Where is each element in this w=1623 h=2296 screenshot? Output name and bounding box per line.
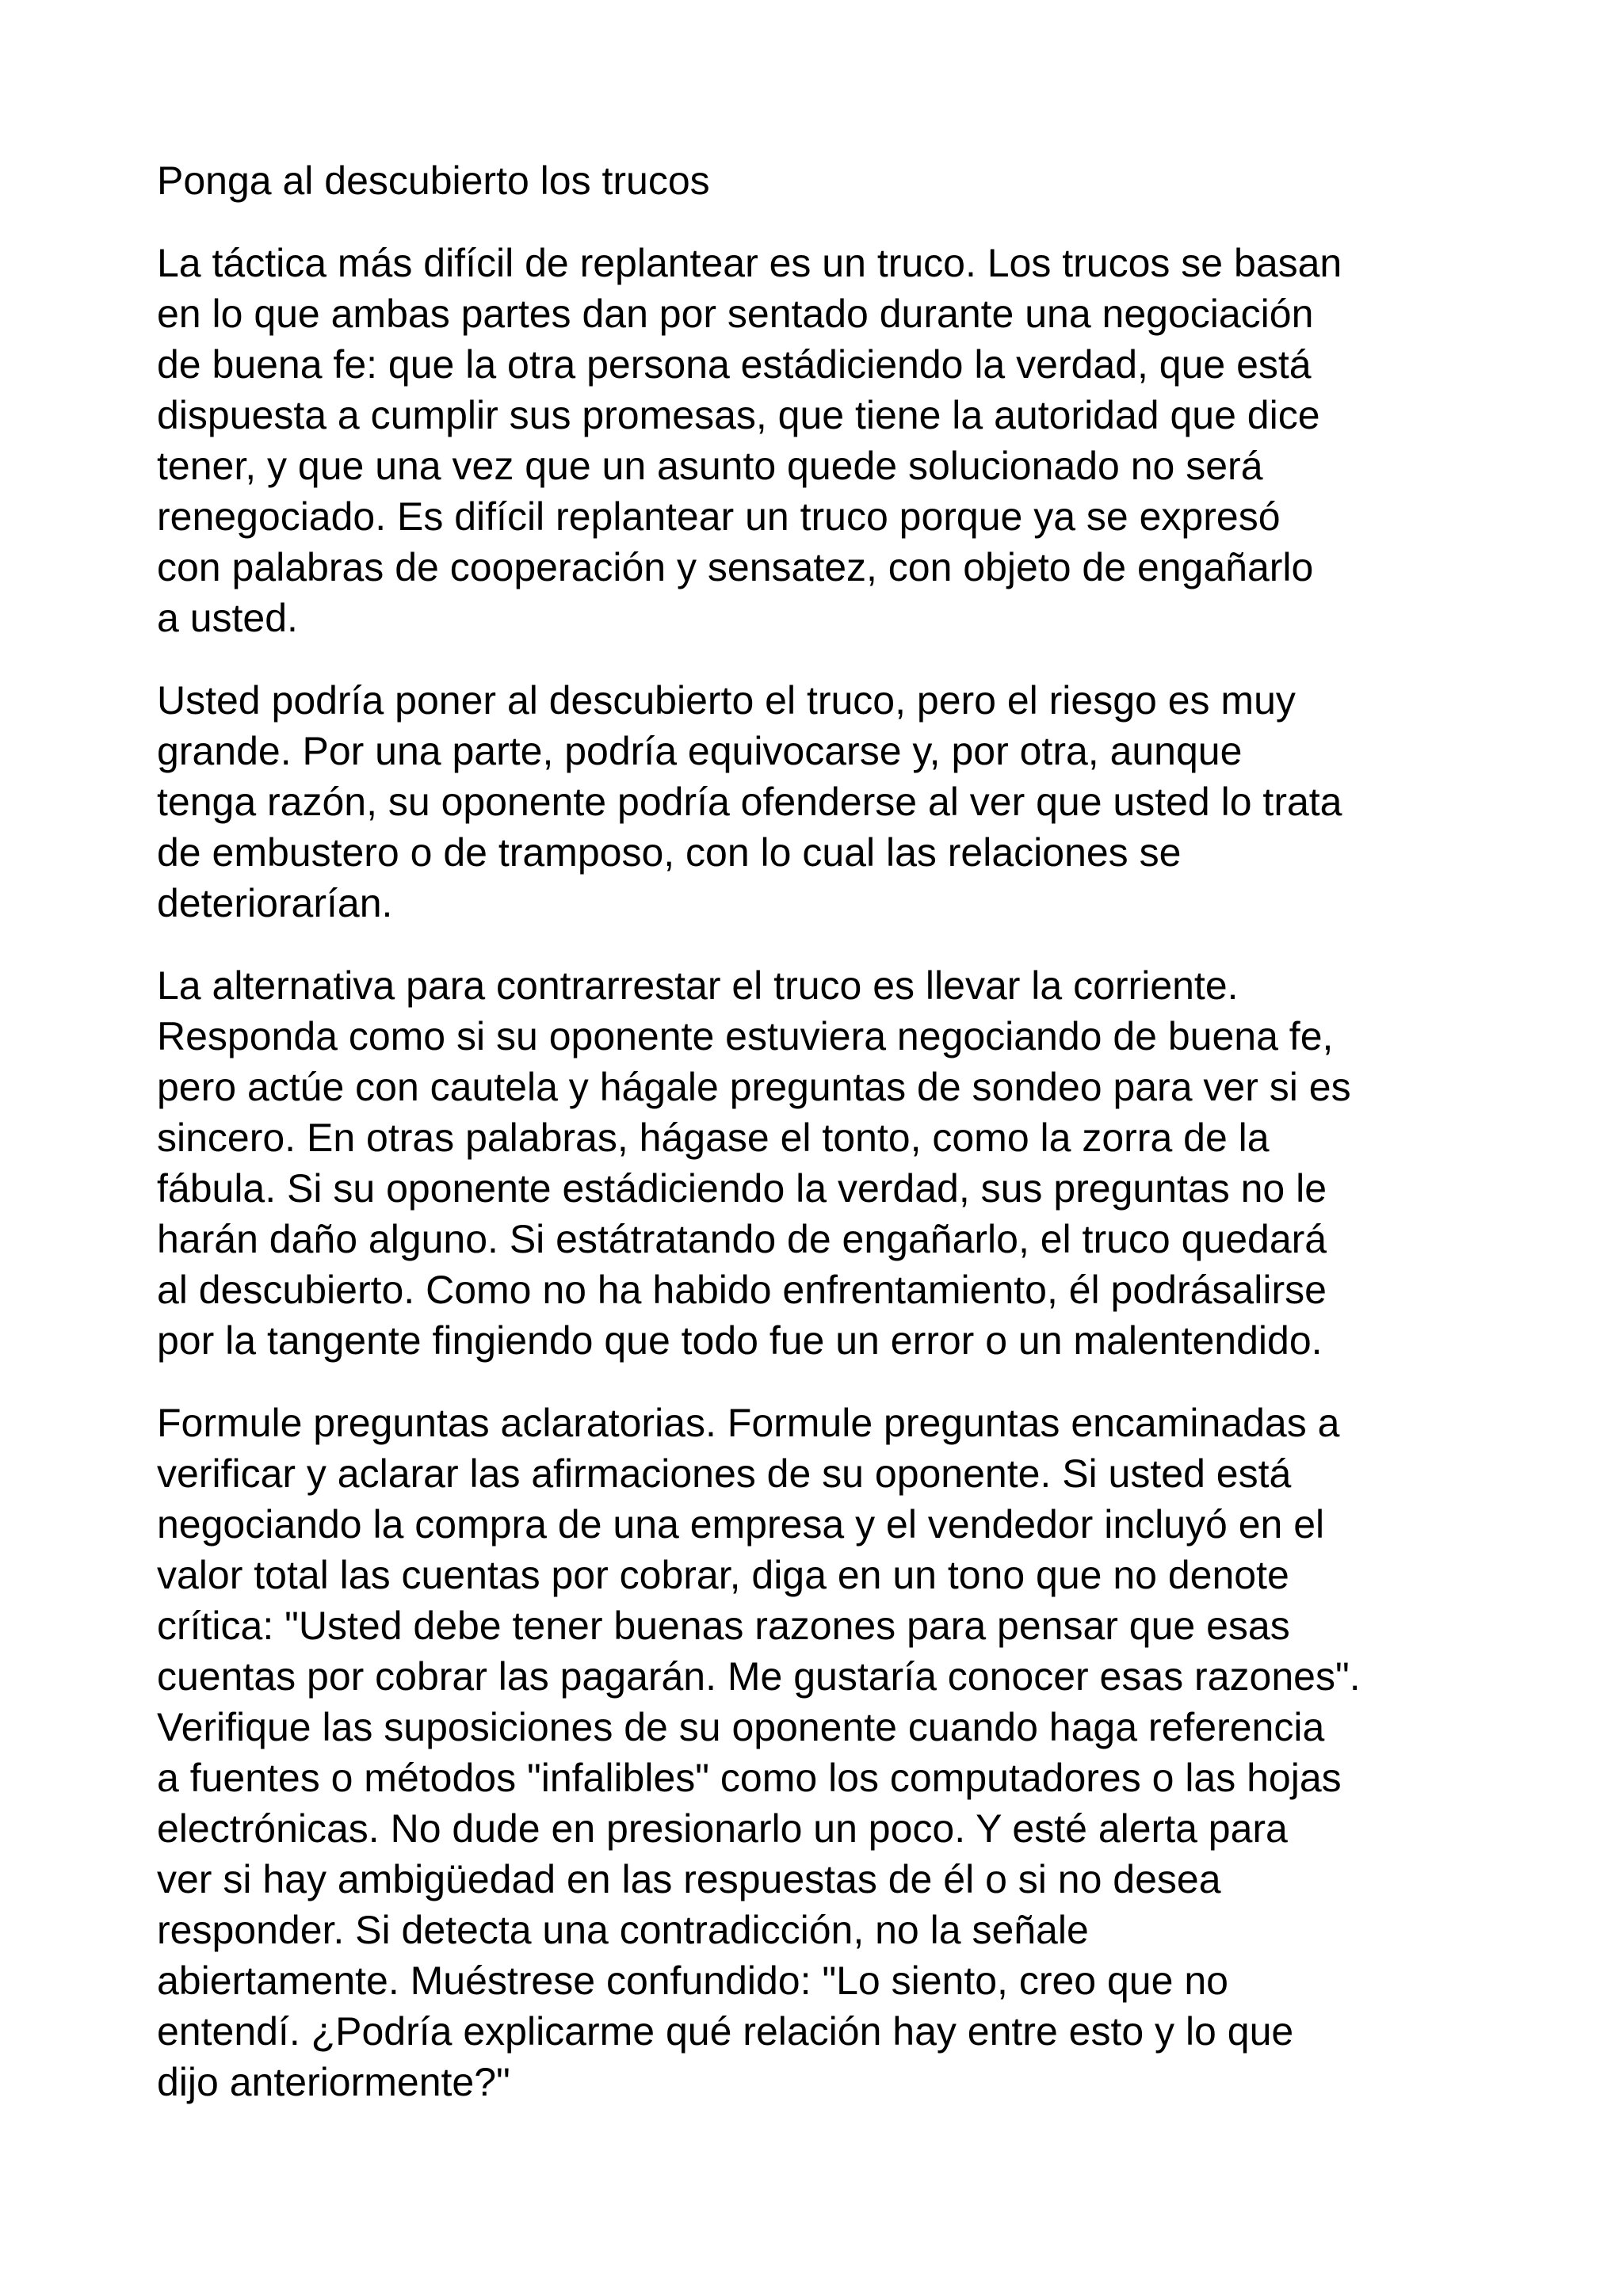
text-line: verificar y aclarar las afirmaciones de su oponente. Si usted está xyxy=(157,1451,1292,1496)
text-line: al descubierto. Como no ha habido enfrentamiento, él podrásalirse xyxy=(157,1268,1327,1312)
text-line: a fuentes o métodos "infalibles" como los computadores o las hojas xyxy=(157,1756,1342,1800)
text-line: valor total las cuentas por cobrar, diga en un tono que no denote xyxy=(157,1553,1289,1597)
text-line: entendí. ¿Podría explicarme qué relación hay entre esto y lo que xyxy=(157,2009,1294,2054)
text-line: con palabras de cooperación y sensatez, con objeto de engañarlo xyxy=(157,545,1314,589)
paragraph-4 xyxy=(157,1398,1496,2107)
text-line: negociando la compra de una empresa y el vendedor incluyó en el xyxy=(157,1502,1325,1547)
text-line: abiertamente. Muéstrese confundido: "Lo siento, creo que no xyxy=(157,1958,1228,2003)
text-line: crítica: "Usted debe tener buenas razones para pensar que esas xyxy=(157,1604,1290,1648)
text-line: de buena fe: que la otra persona estádiciendo la verdad, que está xyxy=(157,342,1312,387)
text-line: tener, y que una vez que un asunto quede solucionado no será xyxy=(157,444,1263,488)
text-line: Responda como si su oponente estuviera negociando de buena fe, xyxy=(157,1014,1334,1058)
text-line: responder. Si detecta una contradicción, no la señale xyxy=(157,1908,1089,1952)
text-line: en lo que ambas partes dan por sentado durante una negociación xyxy=(157,292,1314,336)
text-line: La alternativa para contrarrestar el truco es llevar la corriente. xyxy=(157,963,1239,1008)
text-line: por la tangente fingiendo que todo fue un error o un malentendido. xyxy=(157,1318,1323,1363)
text-line: Usted podría poner al descubierto el truco, pero el riesgo es muy xyxy=(157,678,1296,723)
text-line: sincero. En otras palabras, hágase el tonto, como la zorra de la xyxy=(157,1116,1270,1160)
text-line: cuentas por cobrar las pagarán. Me gustaría conocer esas razones". xyxy=(157,1654,1361,1699)
text-line: ver si hay ambigüedad en las respuestas de él o si no desea xyxy=(157,1857,1221,1901)
document-page xyxy=(157,155,1496,2139)
text-line: renegociado. Es difícil replantear un truco porque ya se expresó xyxy=(157,494,1281,539)
paragraph-3 xyxy=(157,960,1496,1366)
text-line: grande. Por una parte, podría equivocarse y, por otra, aunque xyxy=(157,729,1243,773)
text-line: fábula. Si su oponente estádiciendo la verdad, sus preguntas no le xyxy=(157,1166,1327,1211)
text-line: de embustero o de tramposo, con lo cual las relaciones se xyxy=(157,830,1182,875)
text-line: Formule preguntas aclaratorias. Formule preguntas encaminadas a xyxy=(157,1401,1340,1445)
text-line: harán daño alguno. Si estátratando de engañarlo, el truco quedará xyxy=(157,1217,1327,1261)
text-line: dijo anteriormente?" xyxy=(157,2060,510,2104)
section-heading: Ponga al descubierto los trucos xyxy=(157,158,710,203)
text-line: electrónicas. No dude en presionarlo un poco. Y esté alerta para xyxy=(157,1806,1288,1851)
text-line: pero actúe con cautela y hágale preguntas de sondeo para ver si es xyxy=(157,1065,1351,1109)
paragraph-1 xyxy=(157,238,1496,643)
text-line: La táctica más difícil de replantear es un truco. Los trucos se basan xyxy=(157,241,1342,285)
paragraph-2 xyxy=(157,675,1496,929)
text-line: a usted. xyxy=(157,596,298,640)
text-line: dispuesta a cumplir sus promesas, que tiene la autoridad que dice xyxy=(157,393,1320,437)
text-line: deteriorarían. xyxy=(157,881,393,925)
text-line: tenga razón, su oponente podría ofenderse al ver que usted lo trata xyxy=(157,780,1342,824)
text-line: Verifique las suposiciones de su oponente cuando haga referencia xyxy=(157,1705,1325,1749)
